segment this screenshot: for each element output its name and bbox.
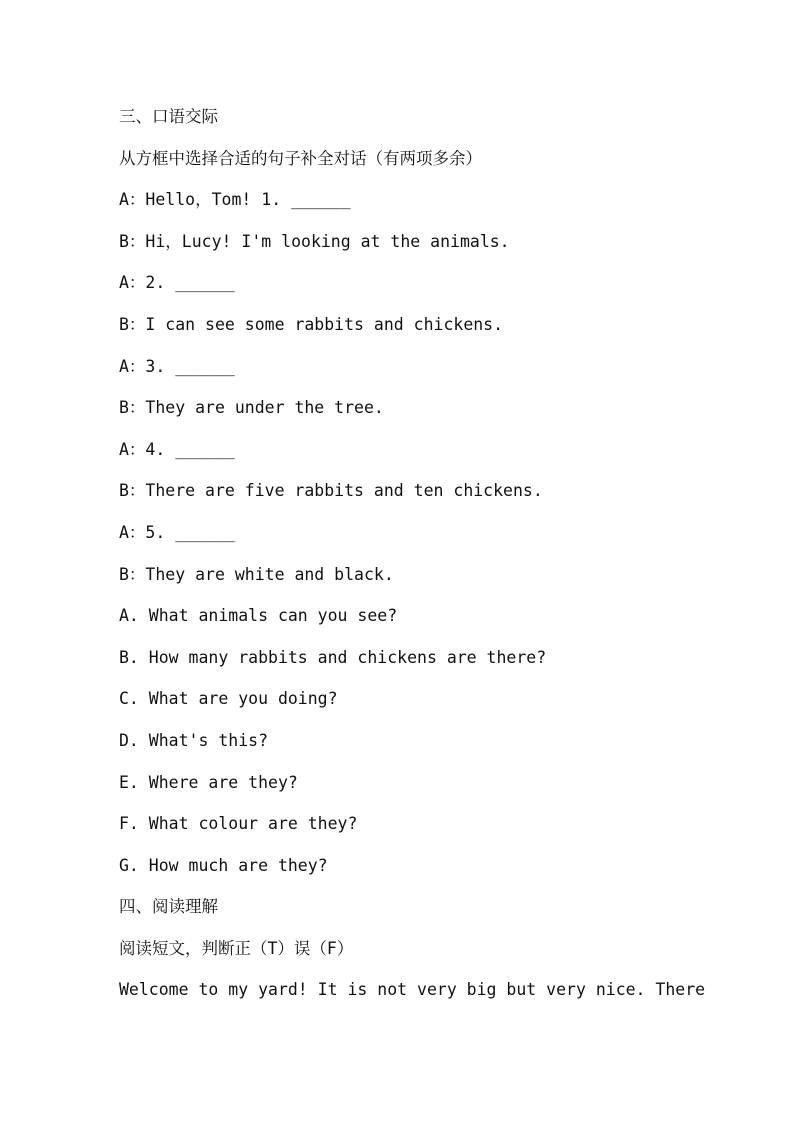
dialogue-line-7: A：4. ______ (119, 439, 235, 459)
option-a: A. What animals can you see? (119, 606, 398, 626)
section-heading-reading: 四、阅读理解 (119, 897, 218, 917)
section-instruction-reading: 阅读短文，判断正（T）误（F） (119, 938, 354, 958)
dialogue-line-2: B：Hi，Lucy! I'm looking at the animals. (119, 231, 510, 251)
option-d: D. What's this? (119, 730, 269, 750)
option-f: F. What colour are they? (119, 814, 358, 834)
option-g: G. How much are they? (119, 855, 328, 875)
dialogue-line-8: B：There are five rabbits and ten chickens. (119, 481, 543, 501)
section-instruction-speaking: 从方框中选择合适的句子补全对话（有两项多余） (119, 148, 482, 168)
dialogue-line-5: A：3. ______ (119, 356, 235, 376)
dialogue-line-10: B：They are white and black. (119, 564, 394, 584)
dialogue-line-4: B：I can see some rabbits and chickens. (119, 314, 504, 334)
option-e: E. Where are they? (119, 772, 298, 792)
document-body (119, 101, 739, 1016)
dialogue-line-9: A：5. ______ (119, 522, 235, 542)
dialogue-line-3: A：2. ______ (119, 273, 235, 293)
reading-passage-line: Welcome to my yard! It is not very big but very nice. There (119, 980, 706, 1000)
dialogue-line-1: A：Hello，Tom! 1. ______ (119, 190, 351, 210)
option-b: B. How many rabbits and chickens are there? (119, 647, 547, 667)
dialogue-line-6: B：They are under the tree. (119, 398, 384, 418)
option-c: C. What are you doing? (119, 689, 338, 709)
section-heading-speaking: 三、口语交际 (119, 107, 218, 126)
